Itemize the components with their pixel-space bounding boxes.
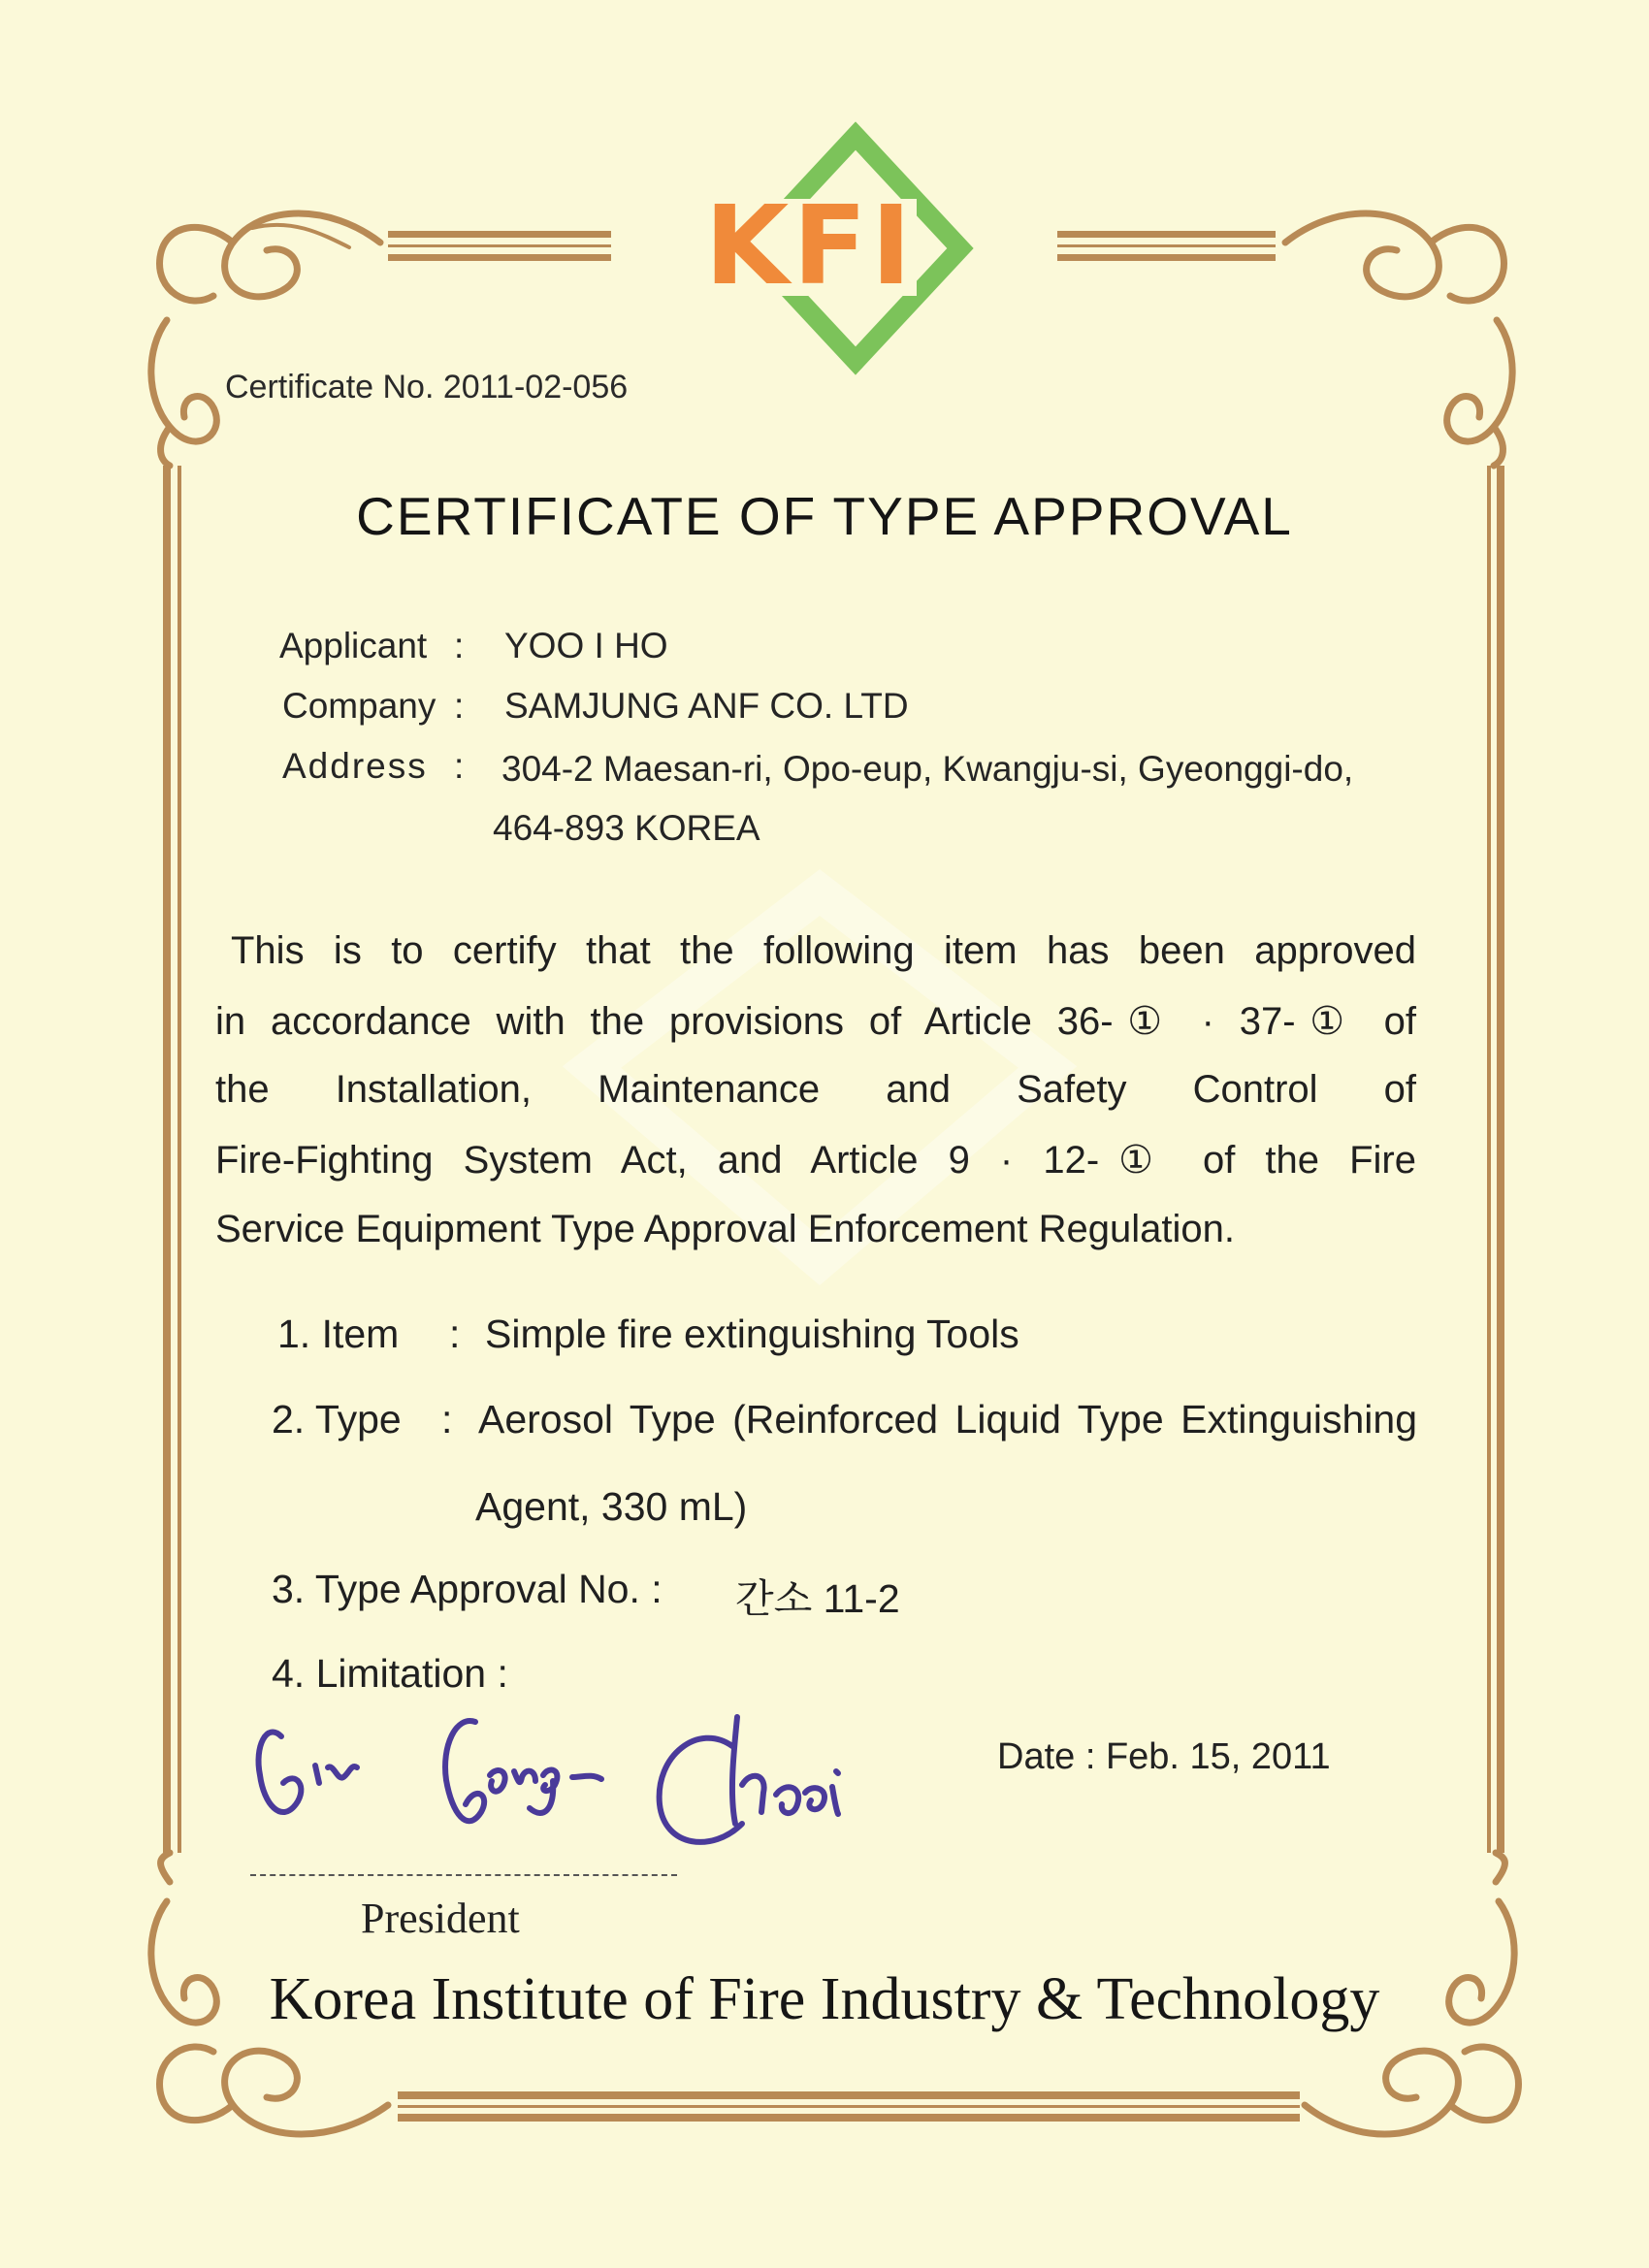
type-approval-no-value: 간소 11-2 xyxy=(735,1576,900,1621)
applicant-value: YOO I HO xyxy=(504,626,668,665)
bottom-bar-2 xyxy=(398,2105,1300,2108)
top-right-bar xyxy=(1057,231,1276,238)
bottom-bar xyxy=(398,2091,1300,2099)
corner-flourish-top-left xyxy=(151,213,380,466)
president-title: President xyxy=(361,1895,520,1942)
type-approval-no-label: 3. Type Approval No. : xyxy=(272,1567,663,1611)
company-separator: : xyxy=(454,686,465,726)
body-line-5: Service Equipment Type Approval Enforcement Regulation. xyxy=(215,1208,1235,1250)
bottom-bar-3 xyxy=(398,2114,1300,2122)
applicant-separator: : xyxy=(454,626,465,665)
type-label: 2. Type xyxy=(272,1397,402,1442)
limitation-label: 4. Limitation : xyxy=(272,1651,508,1696)
item-separator: : xyxy=(449,1312,461,1356)
page-title: CERTIFICATE OF TYPE APPROVAL xyxy=(356,486,1293,546)
certificate-number: Certificate No. 2011-02-056 xyxy=(225,369,629,405)
address-value-line2: 464-893 KOREA xyxy=(493,808,760,848)
top-right-bar-2 xyxy=(1057,244,1276,247)
body-line-2: in accordance with the provisions of Article 36-① · 37-① of xyxy=(215,1000,1416,1043)
type-value-continued: Agent, 330 mL) xyxy=(475,1484,748,1529)
applicant-label: Applicant xyxy=(279,626,428,665)
top-left-bar-3 xyxy=(388,254,611,261)
institute-name: Korea Institute of Fire Industry & Technology xyxy=(269,1966,1380,2032)
right-border-rail xyxy=(1487,466,1491,1853)
type-value: Aerosol Type (Reinforced Liquid Type Extinguishing xyxy=(478,1397,1417,1442)
type-separator: : xyxy=(441,1397,453,1442)
svg-text:KFI: KFI xyxy=(704,183,916,309)
president-signature xyxy=(259,1717,838,1842)
left-border-rail xyxy=(163,466,171,1853)
body-line-4: Fire-Fighting System Act, and Article 9 · 12-① of the Fire xyxy=(215,1139,1416,1182)
address-value-line1: 304-2 Maesan-ri, Opo-eup, Kwangju-si, Gyeonggi-do, xyxy=(501,749,1354,789)
issue-date: Date : Feb. 15, 2011 xyxy=(997,1736,1331,1777)
top-left-bar-2 xyxy=(388,244,611,247)
item-label: 1. Item xyxy=(277,1312,400,1356)
top-right-bar-3 xyxy=(1057,254,1276,261)
company-label: Company xyxy=(282,686,436,726)
body-line-1: This is to certify that the following item has been approved xyxy=(231,929,1416,972)
address-label: Address xyxy=(282,746,428,786)
top-left-bar xyxy=(388,231,611,238)
item-value: Simple fire extinguishing Tools xyxy=(485,1312,1019,1356)
company-value: SAMJUNG ANF CO. LTD xyxy=(504,686,909,726)
corner-flourish-top-right xyxy=(1285,213,1512,466)
right-border-rail-outer xyxy=(1497,466,1504,1853)
kfi-logo xyxy=(703,136,960,361)
left-border-rail-inner xyxy=(178,466,181,1853)
address-separator: : xyxy=(454,746,465,786)
signature-line xyxy=(250,1874,677,1876)
body-line-3: the Installation, Maintenance and Safety Control of xyxy=(215,1068,1416,1111)
